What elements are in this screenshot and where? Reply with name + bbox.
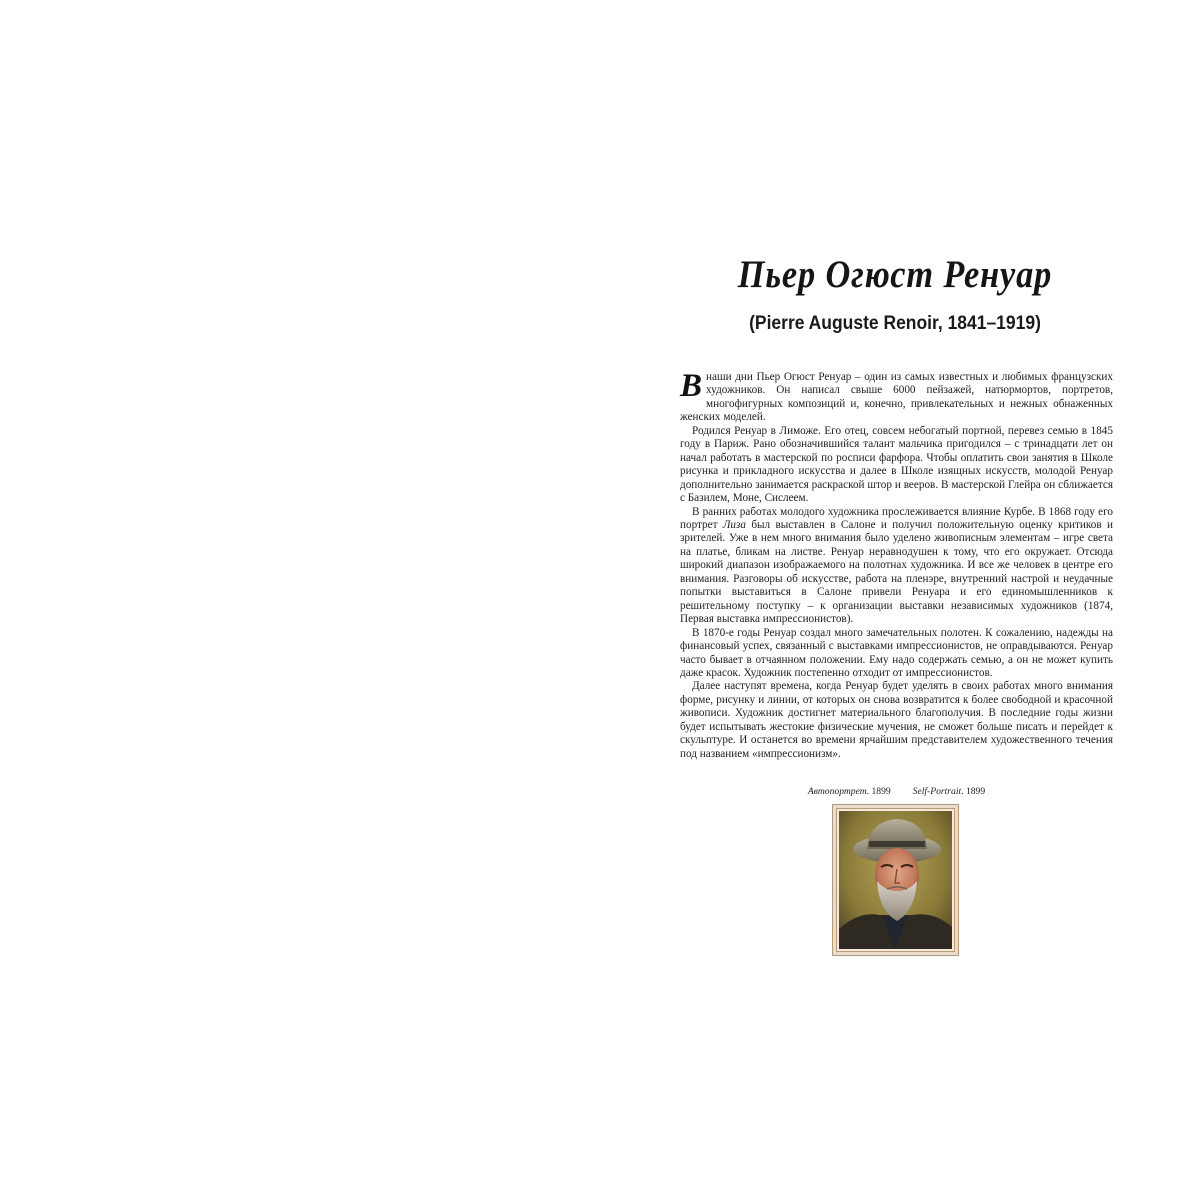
paragraph-1	[680, 368, 1113, 425]
page-title: Пьер Огюст Ренуар	[737, 253, 1053, 296]
image-caption	[680, 786, 1113, 797]
portrait-frame	[832, 804, 959, 956]
paragraph-1-text: наши дни Пьер Огюст Ренуар – один из самых известных и любимых французских художников. Он написал свыше 6000 пейзажей, натюрмортов, портретов, многофигурных композиций и, конечно, привлекательных и нежных обнаженных женских моделей.	[680, 371, 1113, 424]
caption-english	[913, 786, 985, 797]
caption-russian	[808, 786, 891, 797]
caption-english-year: . 1899	[961, 786, 986, 797]
paragraph-3-text-b: был выставлен в Салоне и получил положительную оценку критиков и зрителей. Уже в нем много внимания было уделено живописным элементам – игре света на платье, бликам на листве. Ренуар неравнодушен к тому, что его окружает. Отсюда широкий диапазон изображаемого на полотнах художника. И все же человек в центре его внимания. Разговоры об искусстве, работа на пленэре, внутренний настрой и неудачные попытки выставиться в Салоне привели Ренуара и его единомышленников к решительному поступку – к организации выставки независимых художников (1874, Первая выставка импрессионистов).	[680, 518, 1113, 626]
caption-russian-title: Автопортрет	[807, 786, 867, 797]
self-portrait-image	[839, 811, 952, 949]
page-subtitle: (Pierre Auguste Renoir, 1841–1919)	[749, 313, 1041, 334]
caption-russian-year: . 1899	[866, 786, 891, 797]
paragraph-4: В 1870-е годы Ренуар создал много замечательных полотен. К сожалению, надежды на финансовый успех, связанный с выставками импрессионистов, не оправдываются. Ренуар часто бывает в отчаянном положении. Ему надо содержать семью, а он не может купить даже красок. Художник постепенно отходит от импрессионистов.	[680, 626, 1113, 679]
paragraph-3	[680, 506, 1113, 627]
biography-text	[680, 368, 1113, 761]
painting-title-liza: Лиза	[722, 518, 746, 531]
paragraph-2: Родился Ренуар в Лиможе. Его отец, совсем небогатый портной, перевез семью в 1845 году в Париж. Рано обозначившийся талант мальчика пригодился – с тринадцати лет он начал работать в мастерской по росписи фарфора. Чтобы оплатить свои занятия в Школе рисунка и прикладного искусства и далее в Школе изящных искусств, молодой Ренуар дополнительно занимается раскраской штор и вееров. В мастерской Глейра он сближается с Базилем, Моне, Сислеем.	[680, 424, 1113, 505]
self-portrait-painting	[839, 811, 952, 949]
drop-cap: В	[680, 368, 703, 404]
painting-hat-band	[869, 841, 925, 847]
paragraph-3-text-a: В ранних работах молодого художника прослеживается влияние Курбе. В 1868 году его портрет	[680, 505, 1113, 531]
paragraph-5: Далее наступят времена, когда Ренуар будет уделять в своих работах много внимания форме, рисунку и линии, от которых он снова возвратится к более свободной и красочной живописи. Художник достигнет материального благополучия. В последние годы жизни будет испытывать жестокие физические мучения, не сможет больше писать и перейдет к скульптуре. И останется во времени ярчайшим представителем художественного течения под названием «импрессионизм».	[680, 680, 1113, 760]
caption-english-title: Self-Portrait	[912, 786, 962, 797]
